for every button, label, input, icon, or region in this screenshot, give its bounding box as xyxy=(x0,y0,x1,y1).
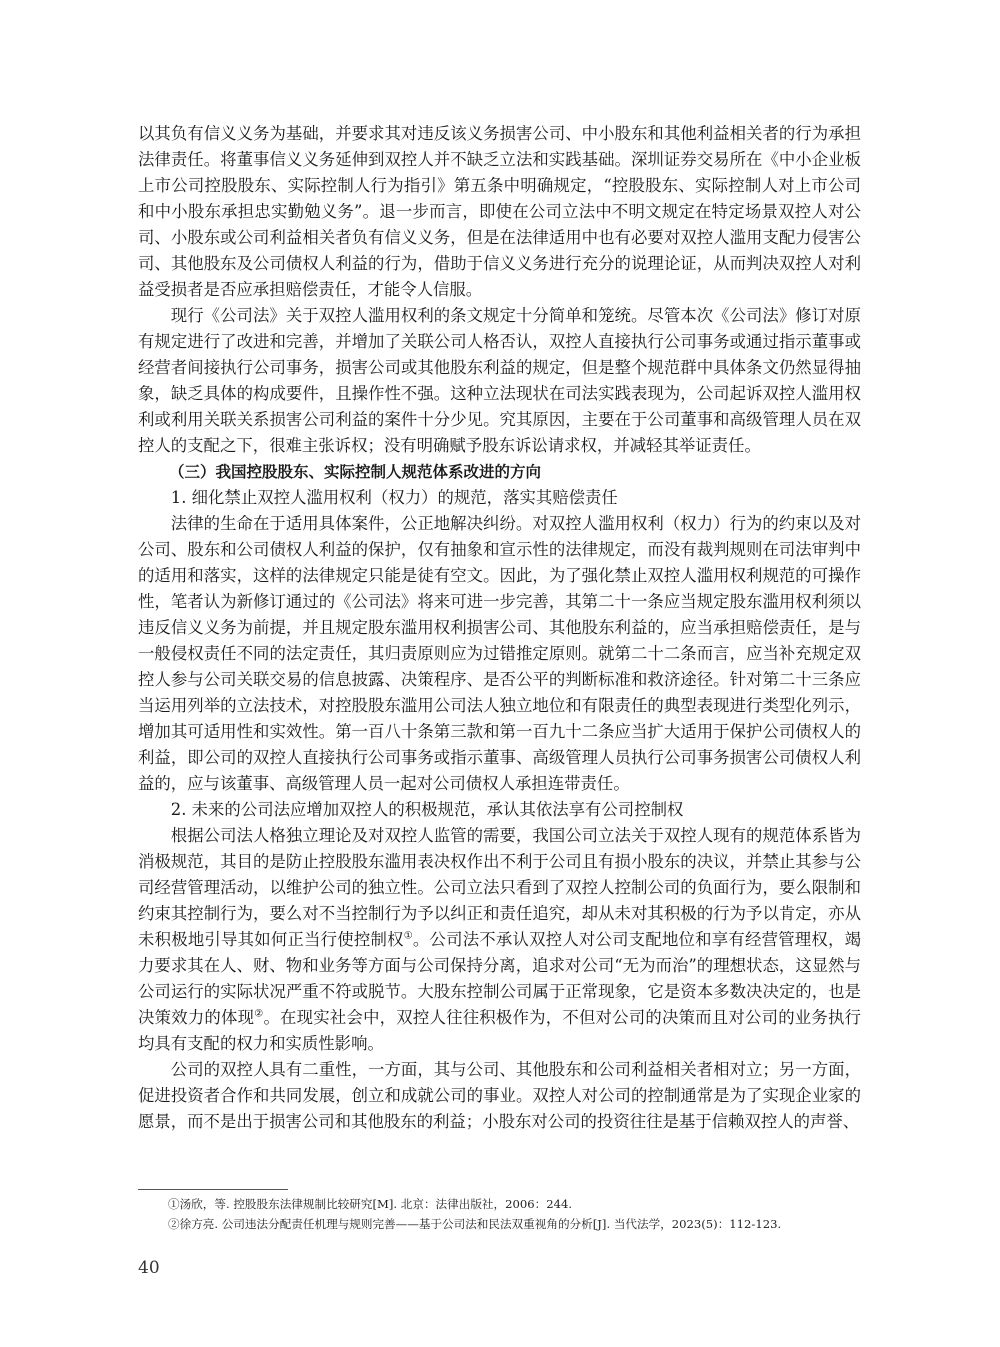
footnote-ref-1[interactable]: ① xyxy=(403,930,413,942)
body-text xyxy=(138,121,861,1135)
paragraph-part: 。公司法不承认双控人对公司支配地位和享有经营管理权，竭力要求其在人、财、物和业务等方面与公司保持分离，追求对公司“无为而治”的理想状态，这显然与公司运行的实际状况严重不符或脱节。大股东控制公司属于正常现象，它是资本多数决决定的，也是决策效力的体现 xyxy=(138,930,862,1027)
paragraph-duality: 公司的双控人具有二重性，一方面，其与公司、其他股东和公司利益相关者相对立；另一方面，促进投资者合作和共同发展，创立和成就公司的事业。双控人对公司的控制通常是为了实现企业家的愿景，而不是出于损害公司和其他股东的利益；小股东对公司的投资往往是基于信赖双控人的声誉、 xyxy=(138,1060,861,1131)
page-number: 40 xyxy=(138,1258,160,1278)
section-heading: （三）我国控股股东、实际控制人规范体系改进的方向 xyxy=(169,463,542,481)
footnote-divider xyxy=(138,1189,288,1190)
footnotes xyxy=(168,1194,868,1234)
subsection-heading-2: 2. 未来的公司法应增加双控人的积极规范，承认其依法享有公司控制权 xyxy=(170,800,684,819)
footnote-1: ①汤欣，等. 控股股东法律规制比较研究[M]. 北京：法律出版社，2006：244. xyxy=(168,1197,573,1211)
footnote-2: ②徐方亮. 公司违法分配责任机理与规则完善——基于公司法和民法双重视角的分析[J]. 当代法学，2023(5)：112-123. xyxy=(168,1217,782,1231)
paragraph-refine-rules: 法律的生命在于适用具体案件，公正地解决纠纷。对双控人滥用权利（权力）行为的约束以及对公司、股东和公司债权人利益的保护，仅有抽象和宣示性的法律规定，而没有裁判规则在司法审判中的适用和落实，这样的法律规定只能是徒有空文。因此，为了强化禁止双控人滥用权利规范的可操作性，笔者认为新修订通过的《公司法》将来可进一步完善，其第二十一条应当规定股东滥用权利须以违反信义义务为前提，并且规定股东滥用权利损害公司、其他股东利益的，应当承担赔偿责任，是与一般侵权责任不同的法定责任，其归责原则应为过错推定原则。就第二十二条而言，应当补充规定双控人参与公司关联交易的信息披露、决策程序、是否公平的判断标准和救济途径。针对第二十三条应当运用列举的立法技术，对控股股东滥用公司法人独立地位和有限责任的典型表现进行类型化列示，增加其可适用性和实效性。第一百八十条第三款和第一百九十二条应当扩大适用于保护公司债权人的利益，即公司的双控人直接执行公司事务或指示董事、高级管理人员执行公司事务损害公司债权人利益的，应与该董事、高级管理人员一起对公司债权人承担连带责任。 xyxy=(138,514,861,793)
footnote-ref-2[interactable]: ② xyxy=(254,1008,264,1020)
paragraph-part: 根据公司法人格独立理论及对双控人监管的需要，我国公司立法关于双控人现有的规范体系皆为消极规范，其目的是防止控股股东滥用表决权作出不利于公司且有损小股东的决议，并禁止其参与公司经营管理活动，以维护公司的独立性。公司立法只看到了双控人控制公司的负面行为，要么限制和约束其控制行为，要么对不当控制行为予以纠正和责任追究，却从未对其积极的行为予以肯定，亦从未积极地引导其如何正当行使控制权 xyxy=(138,826,861,949)
subsection-heading-1: 1. 细化禁止双控人滥用权利（权力）的规范，落实其赔偿责任 xyxy=(170,488,618,507)
paragraph-part: 。在现实社会中，双控人往往积极作为，不但对公司的决策而且对公司的业务执行均具有支配的权力和实质性影响。 xyxy=(138,1008,862,1053)
paragraph-current-law: 现行《公司法》关于双控人滥用权利的条文规定十分简单和笼统。尽管本次《公司法》修订对原有规定进行了改进和完善，并增加了关联公司人格否认，双控人直接执行公司事务或通过指示董事或经营者间接执行公司事务，损害公司或其他股东利益的规定，但是整个规范群中具体条文仍然显得抽象，缺乏具体的构成要件，且操作性不强。这种立法现状在司法实践表现为，公司起诉双控人滥用权利或利用关联关系损害公司利益的案件十分少见。究其原因，主要在于公司董事和高级管理人员在双控人的支配之下，很难主张诉权；没有明确赋予股东诉讼请求权，并减轻其举证责任。 xyxy=(138,306,861,455)
paragraph-continued: 以其负有信义义务为基础，并要求其对违反该义务损害公司、中小股东和其他利益相关者的行为承担法律责任。将董事信义义务延伸到双控人并不缺乏立法和实践基础。深圳证券交易所在《中小企业板上市公司控股股东、实际控制人行为指引》第五条中明确规定，“控股股东、实际控制人对上市公司和中小股东承担忠实勤勉义务”。退一步而言，即使在公司立法中不明文规定在特定场景双控人对公司、小股东或公司利益相关者负有信义义务，但是在法律适用中也有必要对双控人滥用支配力侵害公司、其他股东及公司债权人利益的行为，借助于信义义务进行充分的说理论证，从而判决双控人对利益受损者是否应承担赔偿责任，才能令人信服。 xyxy=(138,124,861,299)
paragraph-positive-norms xyxy=(138,823,861,1057)
